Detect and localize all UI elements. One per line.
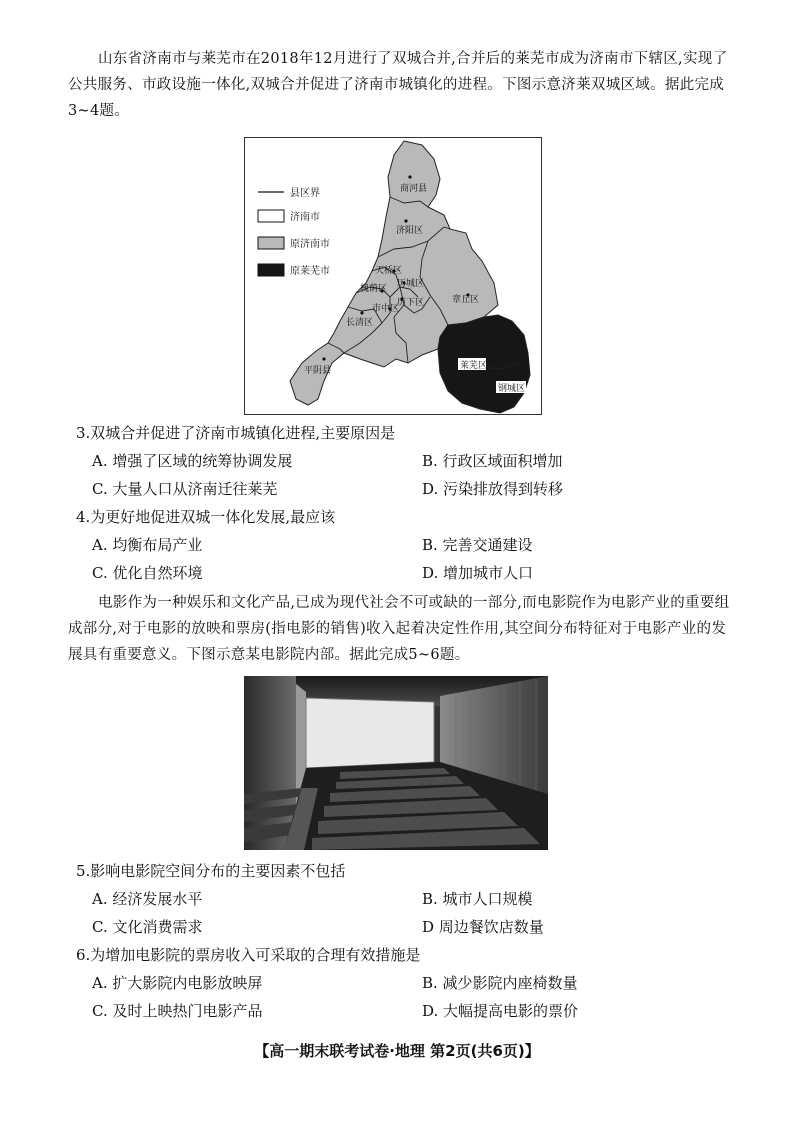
label-laiwu: 莱芜区 (460, 361, 488, 371)
label-tianqiao: 天桥区 (375, 266, 403, 276)
legend-old-jinan-swatch (258, 237, 284, 249)
question-4-option-a[interactable]: A. 均衡布局产业 (92, 536, 203, 554)
question-5-option-c[interactable]: C. 文化消费需求 (92, 918, 203, 936)
question-5-option-b[interactable]: B. 城市人口规模 (422, 890, 533, 908)
intro-paragraph-2: 电影作为一种娱乐和文化产品,已成为现代社会不可或缺的一部分,而电影院作为电影产业的重要组成部分,对于电影的放映和票房(指电影的销售)收入起着决定性作用,其空间分布特征对于电影产业的发展具有重要意义。下图示意某电影院内部。据此完成5~6题。 (68, 595, 730, 663)
jinan-laiwu-map (244, 137, 542, 415)
question-4-option-d[interactable]: D. 增加城市人口 (422, 564, 534, 582)
question-5-option-d[interactable]: D 周边餐饮店数量 (422, 918, 544, 936)
question-5-stem: 5.影响电影院空间分布的主要因素不包括 (76, 862, 346, 880)
legend-old-jinan-label: 原济南市 (290, 239, 330, 250)
question-4-stem: 4.为更好地促进双城一体化发展,最应该 (76, 508, 336, 526)
question-6-option-c[interactable]: C. 及时上映热门电影产品 (92, 1002, 263, 1020)
question-6-stem: 6.为增加电影院的票房收入可采取的合理有效措施是 (76, 946, 421, 964)
label-pingyin: 平阴县 (304, 366, 332, 376)
legend-old-laiwu-label: 原莱芜市 (290, 266, 330, 277)
question-3-stem: 3.双城合并促进了济南市城镇化进程,主要原因是 (76, 424, 396, 442)
question-3-option-b[interactable]: B. 行政区域面积增加 (422, 452, 563, 470)
question-6-option-d[interactable]: D. 大幅提高电影的票价 (422, 1002, 579, 1020)
label-shizhong: 市中区 (372, 304, 400, 314)
cinema-interior-photo (244, 676, 548, 850)
question-3-option-d[interactable]: D. 污染排放得到转移 (422, 480, 564, 498)
question-6-option-b[interactable]: B. 减少影院内座椅数量 (422, 974, 578, 992)
question-6-option-a[interactable]: A. 扩大影院内电影放映屏 (92, 974, 263, 992)
legend-jinan-label: 济南市 (290, 212, 320, 223)
question-3-option-c[interactable]: C. 大量人口从济南迁往莱芜 (92, 480, 278, 498)
label-zhangqiu: 章丘区 (452, 295, 480, 305)
label-lixia: 历下区 (397, 298, 425, 308)
label-jiyang: 济阳区 (396, 226, 424, 236)
question-3-option-a[interactable]: A. 增强了区域的统筹协调发展 (92, 452, 293, 470)
label-gangcheng: 钢城区 (498, 384, 526, 394)
question-5-option-a[interactable]: A. 经济发展水平 (92, 890, 203, 908)
intro-paragraph-1: 山东省济南市与莱芜市在2018年12月进行了双城合并,合并后的莱芜市成为济南市下辖区,实现了公共服务、市政设施一体化,双城合并促进了济南市城镇化的进程。下图示意济莱双城区域。据此完成3~4题。 (68, 51, 728, 119)
legend-boundary-label: 县区界 (290, 188, 320, 199)
label-licheng: 历城区 (397, 279, 425, 289)
label-changqing: 长清区 (346, 318, 374, 328)
question-4-option-c[interactable]: C. 优化自然环境 (92, 564, 203, 582)
question-4-option-b[interactable]: B. 完善交通建设 (422, 536, 533, 554)
label-huaiyin: 槐荫区 (360, 284, 388, 294)
page-footer: 【高一期末联考试卷·地理 第2页(共6页)】 (254, 1042, 540, 1060)
legend-jinan-swatch (258, 210, 284, 222)
photo-screen (306, 698, 434, 768)
label-shanghe: 商河县 (400, 184, 428, 194)
legend-old-laiwu-swatch (258, 264, 284, 276)
